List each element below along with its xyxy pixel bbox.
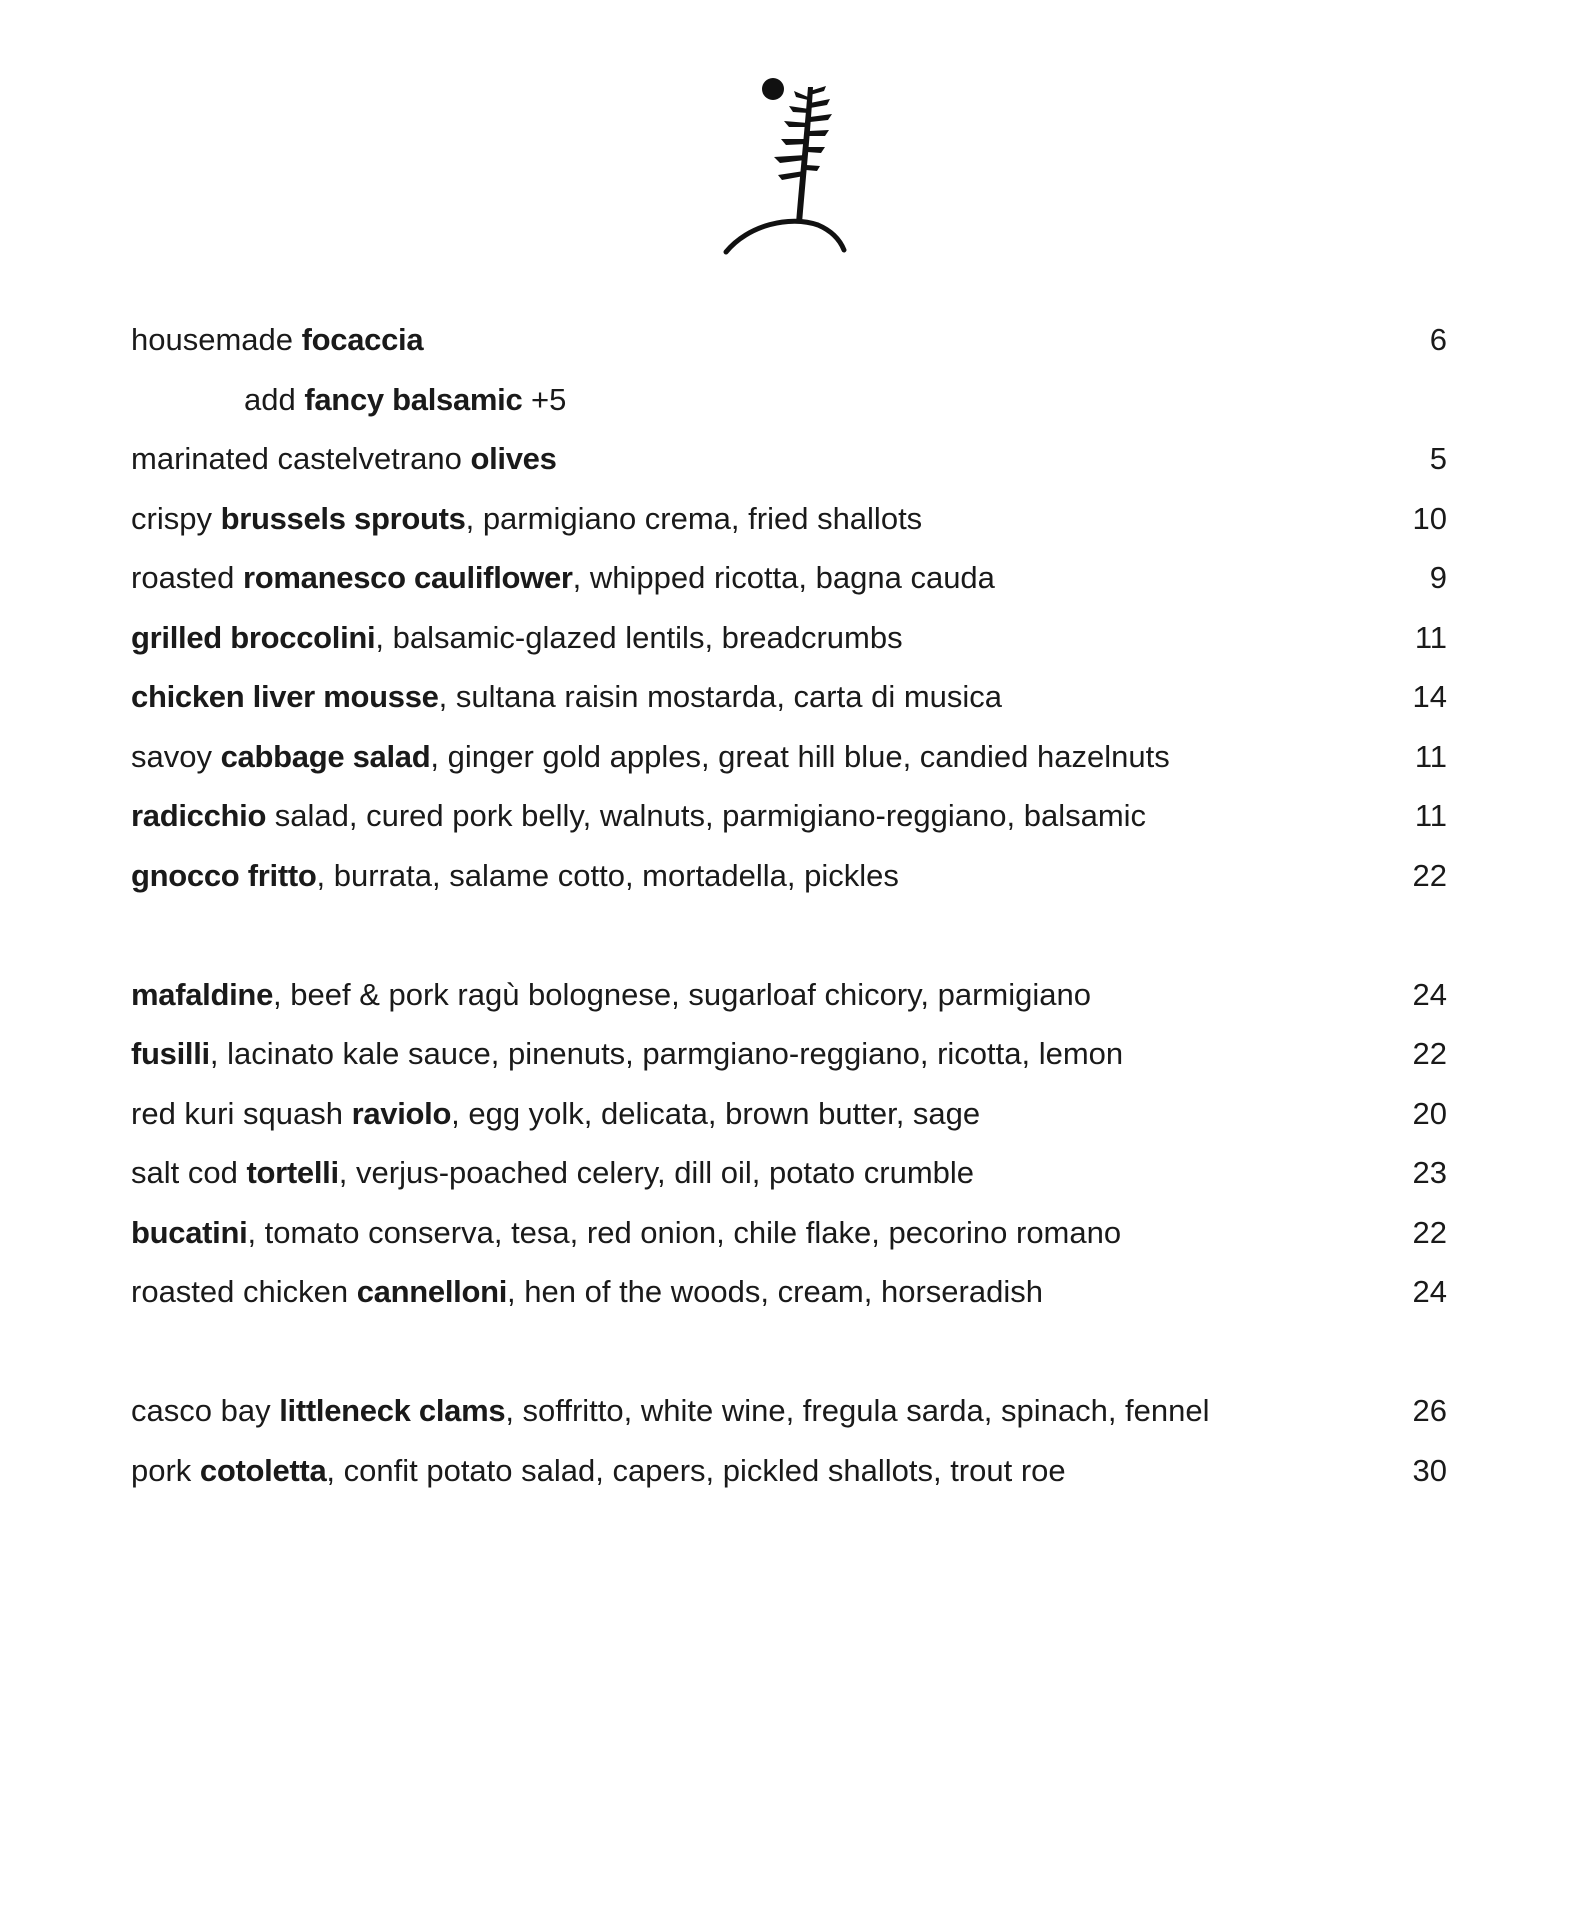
item-name: tortelli (246, 1155, 339, 1190)
item-prefix: roasted chicken (131, 1274, 357, 1309)
item-price: 14 (1412, 679, 1447, 714)
item-price: 20 (1412, 1095, 1447, 1131)
menu-section-starters (131, 310, 1447, 905)
menu-item (131, 1084, 1447, 1144)
menu-item (131, 667, 1447, 727)
item-details: , hen of the woods, cream, horseradish (507, 1274, 1043, 1309)
menu-item (131, 489, 1447, 549)
section-spacer (131, 1322, 1447, 1382)
item-name: fancy balsamic (304, 381, 523, 417)
item-price: 24 (1412, 1274, 1447, 1309)
item-details: , lacinato kale sauce, pinenuts, parmgiano-reggiano, ricotta, lemon (209, 1036, 1124, 1071)
item-prefix: casco bay (131, 1393, 280, 1428)
item-details: , confit potato salad, capers, pickled shallots, trout roe (326, 1452, 1066, 1488)
menu-item (131, 608, 1447, 668)
menu-item-addon (131, 370, 1447, 430)
item-price: 6 (1429, 322, 1447, 357)
menu-item (131, 786, 1447, 846)
item-price: 22 (1412, 1036, 1447, 1071)
menu-item (131, 548, 1447, 608)
item-price: 22 (1412, 1214, 1447, 1250)
item-details: +5 (522, 381, 567, 417)
item-name: bucatini (131, 1214, 248, 1250)
item-price: 23 (1412, 1155, 1447, 1190)
menu-section-pasta (131, 965, 1447, 1322)
item-prefix: salt cod (131, 1155, 247, 1190)
item-details: , ginger gold apples, great hill blue, candied hazelnuts (430, 738, 1170, 774)
pine-tree-with-sun-icon (720, 75, 850, 260)
item-details: , tomato conserva, tesa, red onion, chile flake, pecorino romano (247, 1214, 1122, 1250)
menu-item (131, 965, 1447, 1025)
item-prefix: savoy (131, 738, 221, 774)
item-price: 11 (1414, 798, 1447, 833)
item-name: fusilli (131, 1036, 210, 1071)
item-details: salad, cured pork belly, walnuts, parmigiano-reggiano, balsamic (266, 798, 1147, 833)
menu-item (131, 1381, 1447, 1441)
item-name: grilled broccolini (131, 619, 376, 655)
item-details: , beef & pork ragù bolognese, sugarloaf chicory, parmigiano (273, 976, 1091, 1012)
menu-item (131, 429, 1447, 489)
item-prefix: roasted (131, 560, 244, 595)
item-name: cabbage salad (220, 738, 431, 774)
item-prefix: marinated castelvetrano (131, 441, 471, 476)
item-price: 11 (1414, 619, 1447, 655)
menu-item (131, 846, 1447, 906)
item-name: romanesco cauliflower (243, 560, 573, 595)
menu-item (131, 1024, 1447, 1084)
item-details: , verjus-poached celery, dill oil, potato crumble (338, 1155, 975, 1190)
item-details: , sultana raisin mostarda, carta di musica (438, 679, 1003, 714)
menu-item (131, 1441, 1447, 1501)
menu-item (131, 310, 1447, 370)
item-price: 10 (1412, 500, 1447, 536)
item-price: 26 (1412, 1393, 1447, 1428)
item-name: littleneck clams (279, 1393, 506, 1428)
item-prefix: crispy (131, 500, 221, 536)
item-name: radicchio (131, 798, 267, 833)
item-name: cotoletta (199, 1452, 327, 1488)
item-name: gnocco fritto (131, 857, 317, 893)
item-prefix: housemade (131, 322, 302, 357)
menu-section-mains (131, 1381, 1447, 1500)
menu-item (131, 1143, 1447, 1203)
menu-item (131, 1203, 1447, 1263)
menu-item (131, 727, 1447, 787)
item-price: 30 (1412, 1452, 1447, 1488)
item-price: 24 (1412, 976, 1447, 1012)
menu (131, 310, 1447, 1500)
menu-item (131, 1262, 1447, 1322)
item-price: 11 (1414, 738, 1447, 774)
item-price: 5 (1429, 441, 1447, 476)
item-prefix: red kuri squash (131, 1095, 352, 1131)
item-name: chicken liver mousse (131, 679, 439, 714)
item-name: cannelloni (356, 1274, 508, 1309)
item-details: , parmigiano crema, fried shallots (465, 500, 923, 536)
item-name: olives (470, 441, 557, 476)
section-spacer (131, 905, 1447, 965)
item-prefix: add (244, 381, 305, 417)
item-price: 9 (1429, 560, 1447, 595)
item-details: , egg yolk, delicata, brown butter, sage (451, 1095, 981, 1131)
item-details: , burrata, salame cotto, mortadella, pickles (316, 857, 899, 893)
item-name: mafaldine (131, 976, 274, 1012)
item-prefix: pork (131, 1452, 200, 1488)
item-details: , soffritto, white wine, fregula sarda, spinach, fennel (505, 1393, 1210, 1428)
item-details: , whipped ricotta, bagna cauda (572, 560, 995, 595)
item-name: focaccia (301, 322, 424, 357)
item-name: brussels sprouts (220, 500, 466, 536)
item-name: raviolo (351, 1095, 452, 1131)
item-details: , balsamic-glazed lentils, breadcrumbs (375, 619, 903, 655)
item-price: 22 (1412, 857, 1447, 893)
